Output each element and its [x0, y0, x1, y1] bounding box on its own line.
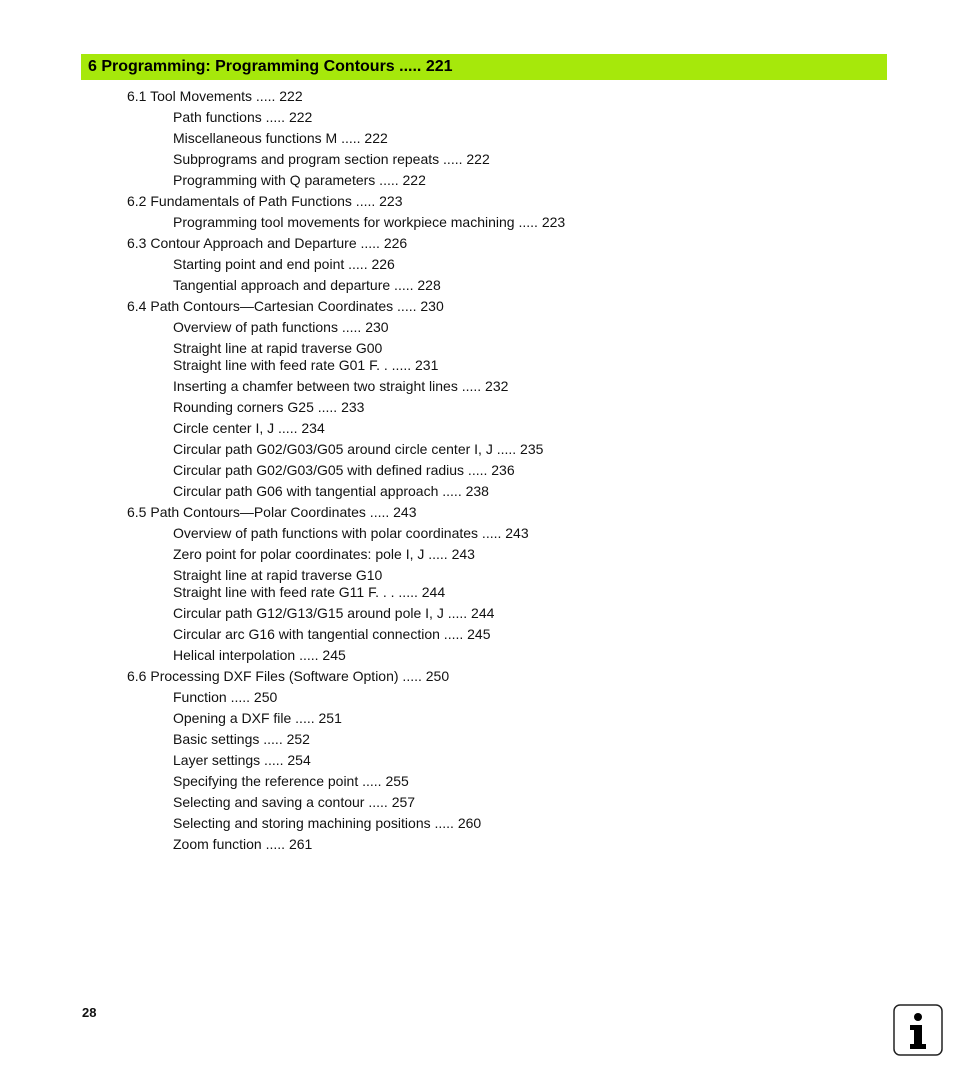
toc-entry-text: Inserting a chamfer between two straight lines ..... 232 — [173, 378, 509, 394]
toc-entry-text: Circular path G12/G13/G15 around pole I, J ..... 244 — [173, 605, 495, 621]
toc-entry-text: Selecting and saving a contour ..... 257 — [173, 794, 416, 810]
toc-entry — [0, 567, 954, 601]
toc-entry-text: Opening a DXF file ..... 251 — [173, 710, 342, 726]
info-icon — [893, 1004, 943, 1056]
toc-entry — [0, 399, 954, 416]
toc-entry-text: Circular path G02/G03/G05 around circle center I, J ..... 235 — [173, 441, 544, 457]
toc-entry — [0, 626, 954, 643]
toc-entry — [0, 462, 954, 479]
toc-entry-text: Specifying the reference point ..... 255 — [173, 773, 409, 789]
toc-entry — [0, 773, 954, 790]
toc-entry — [0, 151, 954, 168]
toc-entry — [0, 340, 954, 374]
toc-entry-text: Rounding corners G25 ..... 233 — [173, 399, 365, 415]
toc-entry — [0, 319, 954, 336]
toc-section-title: 6.3 Contour Approach and Departure ..... 226 — [127, 235, 408, 251]
toc-section-title: 6.5 Path Contours—Polar Coordinates ..... 243 — [127, 504, 417, 520]
toc-entry-text: Starting point and end point ..... 226 — [173, 256, 395, 272]
toc-entry-text: Programming with Q parameters ..... 222 — [173, 172, 426, 188]
toc-entry-text: Overview of path functions with polar coordinates ..... 243 — [173, 525, 529, 541]
toc-entry-text: Zoom function ..... 261 — [173, 836, 313, 852]
toc-entry-text: Tangential approach and departure ..... 228 — [173, 277, 441, 293]
toc-section-title: 6.4 Path Contours—Cartesian Coordinates ..... 230 — [127, 298, 444, 314]
toc-entry-text: Straight line at rapid traverse G00 — [173, 340, 383, 356]
toc-entry — [0, 752, 954, 769]
toc-entry-text: Zero point for polar coordinates: pole I, J ..... 243 — [173, 546, 475, 562]
toc-entry-text: Miscellaneous functions M ..... 222 — [173, 130, 388, 146]
toc-entry-text: Straight line at rapid traverse G10 — [173, 567, 383, 583]
toc-entry-text: Layer settings ..... 254 — [173, 752, 311, 768]
toc-entry — [0, 483, 954, 500]
toc-entry — [0, 420, 954, 437]
toc-entry — [0, 836, 954, 853]
toc-entry — [0, 815, 954, 832]
toc-entry — [0, 214, 954, 231]
toc-entry-text: Circle center I, J ..... 234 — [173, 420, 325, 436]
toc-entry — [0, 794, 954, 811]
toc-entry — [0, 277, 954, 294]
toc-entry-text: Selecting and storing machining positions ..... 260 — [173, 815, 482, 831]
toc-section-title: 6.1 Tool Movements ..... 222 — [127, 88, 303, 104]
toc-entry — [0, 130, 954, 147]
toc-entry — [0, 647, 954, 664]
toc-entry — [0, 731, 954, 748]
toc-section-title: 6.6 Processing DXF Files (Software Option) ..... 250 — [127, 668, 450, 684]
toc-entry — [0, 256, 954, 273]
toc-entry-text: Basic settings ..... 252 — [173, 731, 310, 747]
toc-entry-text: Circular path G06 with tangential approach ..... 238 — [173, 483, 489, 499]
toc-entry-text: Helical interpolation ..... 245 — [173, 647, 346, 663]
page-number: 28 — [82, 1005, 97, 1020]
toc-entry-text: Circular arc G16 with tangential connection ..... 245 — [173, 626, 491, 642]
toc-entry-text: Function ..... 250 — [173, 689, 278, 705]
toc-entry-text: Circular path G02/G03/G05 with defined radius ..... 236 — [173, 462, 515, 478]
toc-section-title: 6.2 Fundamentals of Path Functions ..... 223 — [127, 193, 403, 209]
toc-entry-text: Straight line with feed rate G11 F. . . ..... 244 — [173, 584, 446, 600]
chapter-heading: 6 Programming: Programming Contours ..... 221 — [81, 54, 887, 80]
toc-entry — [0, 605, 954, 622]
toc-entry — [0, 109, 954, 126]
toc-entry-text: Path functions ..... 222 — [173, 109, 313, 125]
toc-entry — [0, 546, 954, 563]
table-of-contents — [0, 84, 954, 853]
toc-entry — [0, 689, 954, 706]
toc-entry — [0, 710, 954, 727]
toc-entry-text: Straight line with feed rate G01 F. . ..... 231 — [173, 357, 439, 373]
toc-entry — [0, 378, 954, 395]
toc-entry-text: Programming tool movements for workpiece machining ..... 223 — [173, 214, 566, 230]
toc-entry — [0, 441, 954, 458]
toc-entry-text: Overview of path functions ..... 230 — [173, 319, 389, 335]
toc-entry — [0, 525, 954, 542]
toc-entry-text: Subprograms and program section repeats ..... 222 — [173, 151, 490, 167]
toc-entry — [0, 172, 954, 189]
